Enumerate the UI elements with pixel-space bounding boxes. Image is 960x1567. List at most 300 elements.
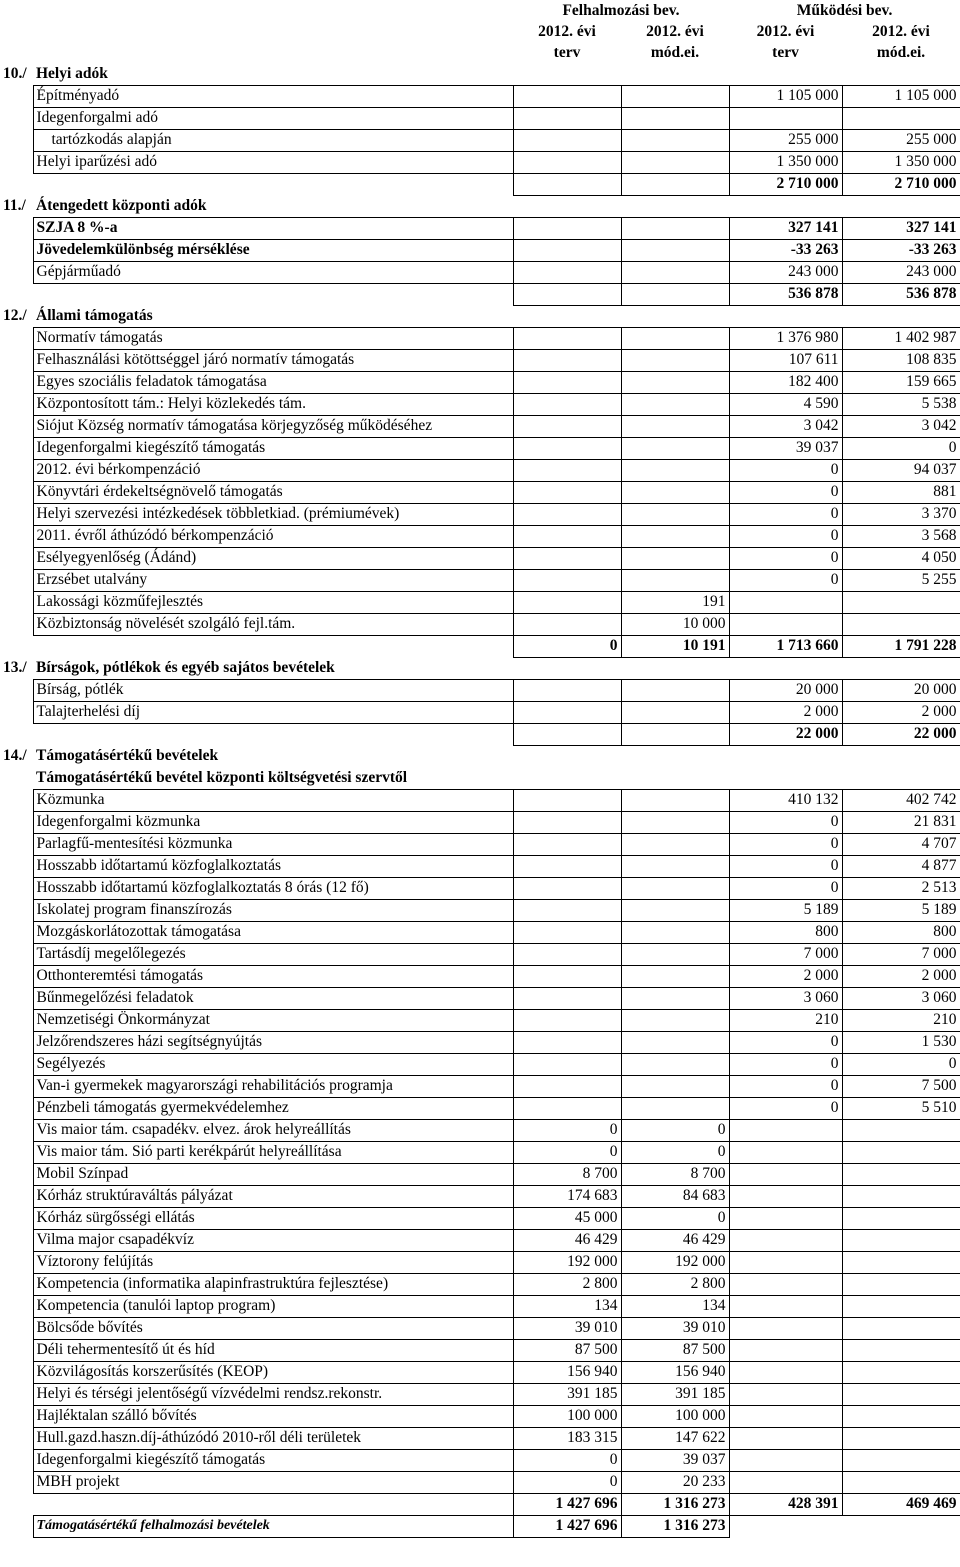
value-cell <box>842 1119 960 1141</box>
value-cell <box>513 1097 621 1119</box>
row-label <box>33 723 513 745</box>
value-cell: 20 000 <box>729 679 842 701</box>
value-cell: 0 <box>621 1207 729 1229</box>
value-cell <box>621 151 729 173</box>
value-cell <box>513 547 621 569</box>
spacer-cell <box>0 965 33 987</box>
value-cell <box>842 1339 960 1361</box>
value-cell: 108 835 <box>842 349 960 371</box>
table-row <box>0 679 960 701</box>
value-cell <box>513 1075 621 1097</box>
spacer-cell <box>0 1295 33 1317</box>
value-cell: 5 189 <box>729 899 842 921</box>
table-row <box>0 503 960 525</box>
value-cell <box>842 1405 960 1427</box>
value-cell: 0 <box>729 459 842 481</box>
spacer-cell <box>0 811 33 833</box>
value-cell: 1 316 273 <box>621 1515 729 1537</box>
value-cell: 3 060 <box>842 987 960 1009</box>
value-cell <box>513 789 621 811</box>
value-cell <box>513 965 621 987</box>
spacer-cell <box>0 261 33 283</box>
value-cell <box>513 701 621 723</box>
value-cell <box>842 1515 960 1537</box>
value-cell: 536 878 <box>729 283 842 305</box>
value-cell <box>621 1075 729 1097</box>
table-row <box>0 1075 960 1097</box>
value-cell: 2 000 <box>842 701 960 723</box>
value-cell <box>513 415 621 437</box>
value-cell <box>621 459 729 481</box>
section-number: 13./ <box>3 659 27 676</box>
value-cell: 10 000 <box>621 613 729 635</box>
value-cell <box>842 1251 960 1273</box>
value-cell <box>842 591 960 613</box>
section-row <box>0 305 960 327</box>
value-cell: 2 000 <box>729 965 842 987</box>
spacer-cell <box>0 1427 33 1449</box>
spacer-cell <box>0 1273 33 1295</box>
value-cell <box>842 1295 960 1317</box>
header-group-mukodesi: Működési bev. <box>796 2 893 19</box>
row-label: Vis maior tám. Sió parti kerékpárút helyreállítása <box>33 1141 513 1163</box>
table-row <box>0 371 960 393</box>
table-row <box>0 1361 960 1383</box>
value-cell <box>513 569 621 591</box>
spacer-cell <box>0 1449 33 1471</box>
value-cell <box>729 1515 842 1537</box>
row-label: Kompetencia (tanulói laptop program) <box>33 1295 513 1317</box>
value-cell <box>621 1097 729 1119</box>
spacer-cell <box>0 327 33 349</box>
value-cell <box>621 855 729 877</box>
value-cell: 8 700 <box>621 1163 729 1185</box>
value-cell <box>513 107 621 129</box>
value-cell: 3 042 <box>842 415 960 437</box>
table-row <box>0 547 960 569</box>
value-cell: 428 391 <box>729 1493 842 1515</box>
value-cell: 84 683 <box>621 1185 729 1207</box>
spacer-cell <box>0 503 33 525</box>
value-cell: 0 <box>842 1053 960 1075</box>
value-cell: 0 <box>842 437 960 459</box>
table-row <box>0 987 960 1009</box>
row-label: Erzsébet utalvány <box>33 569 513 591</box>
value-cell: 2 000 <box>842 965 960 987</box>
spacer-cell <box>0 85 33 107</box>
value-cell: 22 000 <box>842 723 960 745</box>
value-cell: 0 <box>729 503 842 525</box>
value-cell: 0 <box>513 1119 621 1141</box>
value-cell <box>729 1339 842 1361</box>
value-cell: 192 000 <box>621 1251 729 1273</box>
row-label: Támogatásértékű felhalmozási bevételek <box>33 1515 513 1537</box>
value-cell: 0 <box>729 877 842 899</box>
total-row <box>0 1493 960 1515</box>
table-row <box>0 1163 960 1185</box>
value-cell: 2 710 000 <box>842 173 960 195</box>
spacer-cell <box>0 1317 33 1339</box>
table-row <box>0 217 960 239</box>
value-cell <box>513 525 621 547</box>
table-row <box>0 965 960 987</box>
header-year: 2012. évi <box>756 23 815 40</box>
header-type: terv <box>772 44 799 61</box>
row-label: Kompetencia (informatika alapinfrastruktúra fejlesztése) <box>33 1273 513 1295</box>
table-row <box>0 877 960 899</box>
value-cell: 0 <box>729 1053 842 1075</box>
value-cell: 469 469 <box>842 1493 960 1515</box>
value-cell <box>513 217 621 239</box>
table-row <box>0 943 960 965</box>
spacer-cell <box>0 987 33 1009</box>
value-cell: 7 500 <box>842 1075 960 1097</box>
row-label <box>33 173 513 195</box>
value-cell: 0 <box>729 547 842 569</box>
row-label: Jövedelemkülönbség mérséklése <box>33 239 513 261</box>
value-cell: 39 037 <box>729 437 842 459</box>
value-cell <box>621 525 729 547</box>
value-cell <box>621 393 729 415</box>
value-cell: 327 141 <box>729 217 842 239</box>
value-cell: 5 538 <box>842 393 960 415</box>
value-cell <box>513 437 621 459</box>
value-cell <box>621 481 729 503</box>
value-cell <box>621 921 729 943</box>
value-cell: 100 000 <box>513 1405 621 1427</box>
value-cell <box>621 107 729 129</box>
header-year: 2012. évi <box>872 23 930 40</box>
table-row <box>0 393 960 415</box>
spacer-cell <box>0 393 33 415</box>
value-cell <box>842 1229 960 1251</box>
value-cell: -33 263 <box>729 239 842 261</box>
value-cell <box>621 217 729 239</box>
value-cell <box>842 1317 960 1339</box>
value-cell: 183 315 <box>513 1427 621 1449</box>
value-cell: 881 <box>842 481 960 503</box>
value-cell <box>513 877 621 899</box>
value-cell: 1 530 <box>842 1031 960 1053</box>
spacer-cell <box>0 1097 33 1119</box>
spacer-cell <box>0 1405 33 1427</box>
row-label: SZJA 8 %-a <box>33 217 513 239</box>
value-cell: -33 263 <box>842 239 960 261</box>
header-row-years <box>0 21 960 42</box>
spacer-cell <box>0 1185 33 1207</box>
value-cell: 800 <box>842 921 960 943</box>
value-cell: 134 <box>513 1295 621 1317</box>
value-cell: 8 700 <box>513 1163 621 1185</box>
table-row <box>0 1207 960 1229</box>
spacer-cell <box>0 1075 33 1097</box>
row-label: tartózkodás alapján <box>33 129 513 151</box>
section-number: 12./ <box>3 307 27 324</box>
row-label: Siójut Község normatív támogatása körjegyzőség működéséhez <box>33 415 513 437</box>
value-cell <box>513 679 621 701</box>
value-cell <box>513 151 621 173</box>
value-cell: 20 233 <box>621 1471 729 1493</box>
footer-row <box>0 1515 960 1537</box>
value-cell <box>729 591 842 613</box>
table-row <box>0 1141 960 1163</box>
spacer-cell <box>0 613 33 635</box>
table-row <box>0 415 960 437</box>
row-label: Közvilágosítás korszerűsítés (KEOP) <box>33 1361 513 1383</box>
section-title: Bírságok, pótlékok és egyéb sajátos bevételek <box>36 659 335 676</box>
row-label: Iskolatej program finanszírozás <box>33 899 513 921</box>
value-cell <box>842 1141 960 1163</box>
header-type: terv <box>553 44 581 61</box>
table-row <box>0 833 960 855</box>
table-row <box>0 701 960 723</box>
value-cell: 46 429 <box>513 1229 621 1251</box>
value-cell: 7 000 <box>729 943 842 965</box>
row-label: Bölcsőde bővítés <box>33 1317 513 1339</box>
spacer-cell <box>0 877 33 899</box>
value-cell: 5 510 <box>842 1097 960 1119</box>
value-cell: 3 042 <box>729 415 842 437</box>
spacer-cell <box>0 1471 33 1493</box>
value-cell <box>513 833 621 855</box>
table-row <box>0 1273 960 1295</box>
value-cell: 156 940 <box>513 1361 621 1383</box>
value-cell: 174 683 <box>513 1185 621 1207</box>
table-row <box>0 789 960 811</box>
table-row <box>0 481 960 503</box>
header-year: 2012. évi <box>538 23 596 40</box>
value-cell: 2 800 <box>513 1273 621 1295</box>
spacer-cell <box>0 899 33 921</box>
row-label: Hosszabb időtartamú közfoglalkoztatás <box>33 855 513 877</box>
value-cell <box>842 1449 960 1471</box>
total-row <box>0 283 960 305</box>
row-label: Nemzetiségi Önkormányzat <box>33 1009 513 1031</box>
row-label: Felhasználási kötöttséggel járó normatív támogatás <box>33 349 513 371</box>
value-cell <box>513 85 621 107</box>
spacer-cell <box>0 415 33 437</box>
value-cell: 5 189 <box>842 899 960 921</box>
table-row <box>0 327 960 349</box>
value-cell: 46 429 <box>621 1229 729 1251</box>
subsection-title: Támogatásértékű bevétel központi költségvetési szervtől <box>36 768 408 786</box>
value-cell: 800 <box>729 921 842 943</box>
row-label: Lakossági közműfejlesztés <box>33 591 513 613</box>
row-label <box>33 1493 513 1515</box>
value-cell <box>513 261 621 283</box>
table-row <box>0 525 960 547</box>
value-cell: 39 010 <box>513 1317 621 1339</box>
section-number: 14./ <box>3 747 27 764</box>
value-cell <box>621 789 729 811</box>
spacer-cell <box>0 1031 33 1053</box>
row-label: Kórház sürgősségi ellátás <box>33 1207 513 1229</box>
value-cell <box>621 371 729 393</box>
row-label: Hosszabb időtartamú közfoglalkoztatás 8 órás (12 fő) <box>33 877 513 899</box>
value-cell: 1 105 000 <box>729 85 842 107</box>
row-label: Jelzőrendszeres házi segítségnyújtás <box>33 1031 513 1053</box>
value-cell: 0 <box>729 481 842 503</box>
row-label: Bírság, pótlék <box>33 679 513 701</box>
value-cell <box>621 1009 729 1031</box>
row-label: Kórház struktúraváltás pályázat <box>33 1185 513 1207</box>
value-cell <box>729 1119 842 1141</box>
spacer-cell <box>0 789 33 811</box>
spacer-cell <box>0 1515 33 1537</box>
header-year: 2012. évi <box>646 23 704 40</box>
row-label: Mobil Színpad <box>33 1163 513 1185</box>
row-label: MBH projekt <box>33 1471 513 1493</box>
value-cell: 45 000 <box>513 1207 621 1229</box>
value-cell <box>513 921 621 943</box>
spacer-cell <box>0 723 33 745</box>
value-cell: 1 427 696 <box>513 1515 621 1537</box>
table-row <box>0 151 960 173</box>
value-cell: 39 037 <box>621 1449 729 1471</box>
value-cell: 0 <box>729 811 842 833</box>
value-cell <box>729 1207 842 1229</box>
value-cell <box>729 1273 842 1295</box>
spacer-cell <box>0 679 33 701</box>
value-cell <box>729 1163 842 1185</box>
value-cell: 0 <box>729 855 842 877</box>
value-cell: 0 <box>513 1471 621 1493</box>
section-row <box>0 195 960 217</box>
spacer-cell <box>0 283 33 305</box>
value-cell <box>513 327 621 349</box>
row-label: 2011. évről áthúzódó bérkompenzáció <box>33 525 513 547</box>
spacer-cell <box>0 1229 33 1251</box>
spacer-cell <box>0 921 33 943</box>
value-cell: 3 568 <box>842 525 960 547</box>
value-cell: 210 <box>729 1009 842 1031</box>
row-label: Központosított tám.: Helyi közlekedés tám. <box>33 393 513 415</box>
value-cell <box>621 679 729 701</box>
row-label: 2012. évi bérkompenzáció <box>33 459 513 481</box>
table-row <box>0 1031 960 1053</box>
value-cell <box>842 1427 960 1449</box>
value-cell: 0 <box>729 1075 842 1097</box>
value-cell: 3 370 <box>842 503 960 525</box>
value-cell: 87 500 <box>513 1339 621 1361</box>
section-number: 11./ <box>3 197 26 214</box>
value-cell <box>513 811 621 833</box>
row-label: Hull.gazd.haszn.díj-áthúzódó 2010-ről déli területek <box>33 1427 513 1449</box>
value-cell <box>513 283 621 305</box>
table-row <box>0 1427 960 1449</box>
spacer-cell <box>0 349 33 371</box>
table-row <box>0 437 960 459</box>
table-row <box>0 1119 960 1141</box>
value-cell <box>842 1383 960 1405</box>
value-cell <box>513 1009 621 1031</box>
value-cell <box>621 349 729 371</box>
section-row <box>0 657 960 679</box>
value-cell <box>842 1471 960 1493</box>
section-row <box>0 63 960 85</box>
value-cell <box>729 613 842 635</box>
row-label: Helyi és térségi jelentőségű vízvédelmi rendsz.rekonstr. <box>33 1383 513 1405</box>
value-cell: 5 255 <box>842 569 960 591</box>
header-group-felhalmozasi: Felhalmozási bev. <box>562 2 680 19</box>
value-cell: 327 141 <box>842 217 960 239</box>
value-cell: 402 742 <box>842 789 960 811</box>
section-title: Támogatásértékű bevételek <box>36 747 219 765</box>
value-cell: 210 <box>842 1009 960 1031</box>
row-label: Esélyegyenlőség (Ádánd) <box>33 547 513 569</box>
value-cell: 4 707 <box>842 833 960 855</box>
value-cell <box>621 569 729 591</box>
value-cell <box>621 129 729 151</box>
value-cell <box>729 1427 842 1449</box>
row-label: Pénzbeli támogatás gyermekvédelemhez <box>33 1097 513 1119</box>
table-row <box>0 1097 960 1119</box>
value-cell: 191 <box>621 591 729 613</box>
spacer-cell <box>0 129 33 151</box>
spacer-cell <box>0 1053 33 1075</box>
row-label: Normatív támogatás <box>33 327 513 349</box>
value-cell <box>513 239 621 261</box>
value-cell <box>729 1229 842 1251</box>
value-cell: 20 000 <box>842 679 960 701</box>
value-cell: 243 000 <box>729 261 842 283</box>
value-cell <box>621 701 729 723</box>
value-cell <box>842 107 960 129</box>
spacer-cell <box>0 1493 33 1515</box>
value-cell <box>729 1405 842 1427</box>
spacer-cell <box>0 239 33 261</box>
total-row <box>0 635 960 657</box>
spacer-cell <box>0 481 33 503</box>
row-label: Hajléktalan szálló bővítés <box>33 1405 513 1427</box>
value-cell <box>842 1185 960 1207</box>
value-cell: 0 <box>513 1449 621 1471</box>
table-row <box>0 613 960 635</box>
row-label: Könyvtári érdekeltségnövelő támogatás <box>33 481 513 503</box>
value-cell <box>513 723 621 745</box>
value-cell <box>729 1185 842 1207</box>
value-cell: 159 665 <box>842 371 960 393</box>
spacer-cell <box>0 107 33 129</box>
row-label: Tartásdíj megelőlegezés <box>33 943 513 965</box>
value-cell <box>621 437 729 459</box>
section-title: Állami támogatás <box>36 307 153 324</box>
value-cell <box>729 1449 842 1471</box>
value-cell: 147 622 <box>621 1427 729 1449</box>
table-row <box>0 1449 960 1471</box>
table-row <box>0 569 960 591</box>
value-cell <box>621 239 729 261</box>
table-row <box>0 85 960 107</box>
row-label: Helyi szervezési intézkedések többletkiad. (prémiumévek) <box>33 503 513 525</box>
value-cell: 22 000 <box>729 723 842 745</box>
row-label: Segélyezés <box>33 1053 513 1075</box>
table-row <box>0 1295 960 1317</box>
row-label: Idegenforgalmi kiegészítő támogatás <box>33 1449 513 1471</box>
value-cell <box>513 173 621 195</box>
value-cell <box>842 1207 960 1229</box>
value-cell <box>513 855 621 877</box>
value-cell: 2 000 <box>729 701 842 723</box>
row-label: Idegenforgalmi adó <box>33 107 513 129</box>
value-cell: 1 376 980 <box>729 327 842 349</box>
spacer-cell <box>0 1009 33 1031</box>
value-cell <box>621 261 729 283</box>
value-cell: 3 060 <box>729 987 842 1009</box>
value-cell: 255 000 <box>729 129 842 151</box>
table-row <box>0 899 960 921</box>
row-label: Otthonteremtési támogatás <box>33 965 513 987</box>
